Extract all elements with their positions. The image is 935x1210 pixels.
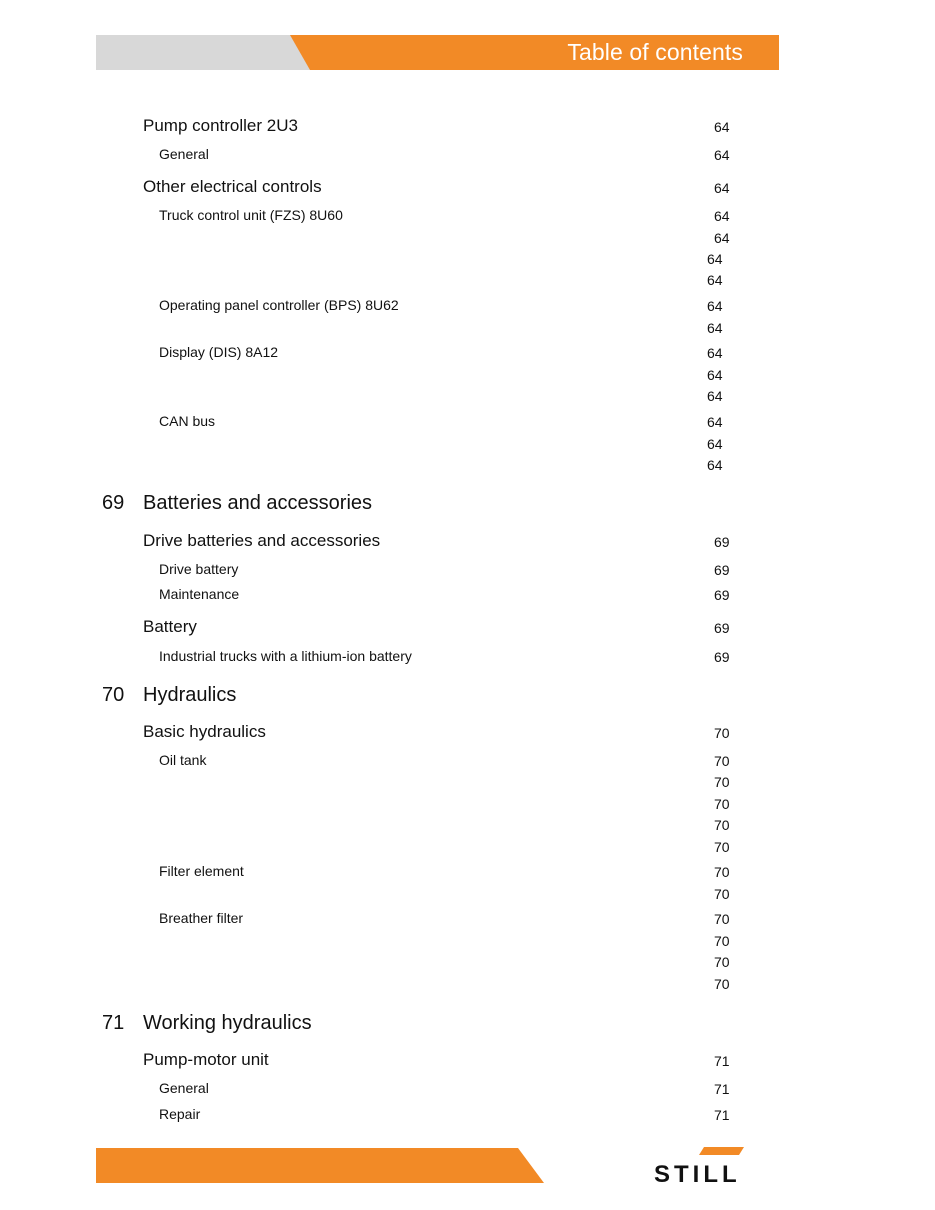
still-logo-text: STILL [654,1161,741,1187]
toc-page-number[interactable]: 64 [707,457,723,473]
chapter-title[interactable]: Hydraulics [143,684,237,706]
toc-page-number[interactable]: 64 [714,180,730,196]
chapter-number: 69 [102,492,125,514]
page-title: Table of contents [567,39,743,65]
toc-page-number[interactable]: 64 [707,272,723,288]
toc-subsection-title[interactable]: Operating panel controller (BPS) 8U62 [159,297,399,313]
toc-page-number[interactable]: 64 [707,320,723,336]
toc-subsection-title[interactable]: Breather filter [159,910,244,926]
toc-page-number[interactable]: 70 [714,954,730,970]
still-logo [652,1145,782,1187]
toc-subsection-title[interactable]: Display (DIS) 8A12 [159,344,279,360]
toc-page-number[interactable]: 70 [714,817,730,833]
toc-subsection-title[interactable]: CAN bus [159,413,216,429]
toc-subsection-title[interactable]: General [159,146,209,162]
toc-page-number[interactable]: 70 [714,911,730,927]
toc-page-number[interactable]: 64 [714,230,730,246]
chapter-title[interactable]: Batteries and accessories [143,492,373,514]
toc-page-number[interactable]: 70 [714,933,730,949]
toc-page-number[interactable]: 70 [714,796,730,812]
toc-page-number[interactable]: 64 [707,298,723,314]
toc-subsection-title[interactable]: Maintenance [159,586,240,602]
toc-page-number[interactable]: 70 [714,753,730,769]
toc-page-number[interactable]: 71 [714,1081,730,1097]
toc-section-title[interactable]: Battery [143,617,197,636]
toc-page-number[interactable]: 64 [707,414,723,430]
toc-page-number[interactable]: 70 [714,839,730,855]
toc-section-title[interactable]: Pump controller 2U3 [143,116,298,135]
chapter-number: 71 [102,1012,125,1034]
footer-orange-band [96,1148,544,1183]
toc-page-number[interactable]: 64 [714,208,730,224]
toc-subsection-title[interactable]: Oil tank [159,752,207,768]
toc-page-number[interactable]: 64 [707,367,723,383]
toc-subsection-title[interactable]: Truck control unit (FZS) 8U60 [159,207,343,223]
chapter-title[interactable]: Working hydraulics [143,1012,312,1034]
toc-page-number[interactable]: 69 [714,587,730,603]
toc-section-title[interactable]: Drive batteries and accessories [143,531,381,550]
toc-page-number[interactable]: 70 [714,886,730,902]
toc-page-number[interactable]: 71 [714,1107,730,1123]
toc-subsection-title[interactable]: Drive battery [159,561,239,577]
toc-page-number[interactable]: 70 [714,864,730,880]
toc-section-title[interactable]: Other electrical controls [143,177,322,196]
toc-page-number[interactable]: 70 [714,774,730,790]
toc-subsection-title[interactable]: Repair [159,1106,201,1122]
toc-section-title[interactable]: Pump-motor unit [143,1050,269,1069]
toc-page-number[interactable]: 64 [714,147,730,163]
toc-page-number[interactable]: 70 [714,725,730,741]
toc-page-number[interactable]: 69 [714,562,730,578]
toc-section-title[interactable]: Basic hydraulics [143,722,266,741]
chapter-number: 70 [102,684,125,706]
toc-page-number[interactable]: 69 [714,649,730,665]
toc-page-number[interactable]: 71 [714,1053,730,1069]
toc-page-number[interactable]: 64 [707,436,723,452]
toc-subsection-title[interactable]: Industrial trucks with a lithium-ion battery [159,648,412,664]
toc-subsection-title[interactable]: Filter element [159,863,244,879]
toc-page-number[interactable]: 64 [714,119,730,135]
toc-subsection-title[interactable]: General [159,1080,209,1096]
toc-page-number[interactable]: 70 [714,976,730,992]
toc-page-number[interactable]: 64 [707,388,723,404]
toc-page-number[interactable]: 69 [714,534,730,550]
toc-page-number[interactable]: 69 [714,620,730,636]
toc-page-number[interactable]: 64 [707,345,723,361]
toc-page-number[interactable]: 64 [707,251,723,267]
